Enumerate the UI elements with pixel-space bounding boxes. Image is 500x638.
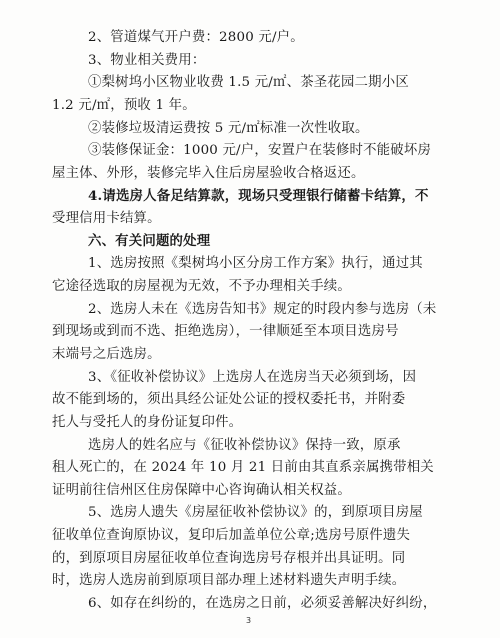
text-line: 受理信用卡结算。 <box>52 211 161 226</box>
text-line: 选房人的姓名应与《征收补偿协议》保持一致，原承 <box>88 438 401 453</box>
text-line: 3、物业相关费用： <box>88 53 206 68</box>
text-line: 它途径选取的房屋视为无效，不予办理相关手续。 <box>52 279 351 294</box>
text-line: 到现场或到而不选、拒绝选房），一律顺延至本项目选房号 <box>52 324 399 339</box>
text-line: 托人与受托人的身份证复印件。 <box>52 415 243 430</box>
text-line: 6、如存在纠纷的，在选房之日前，必须妥善解决好纠纷， <box>88 596 437 611</box>
text-line: 租人死亡的，在 2024 年 10 月 21 日前由其直系亲属携带相关 <box>52 460 434 475</box>
text-line: 时，选房人选房前到原项目部办理上述材料遗失声明手续。 <box>52 573 406 588</box>
text-line: 4.请选房人备足结算款，现场只受理银行储蓄卡结算，不 <box>88 188 429 204</box>
text-line: 征收单位查询原协议，复印后加盖单位公章;选房号原件遗失 <box>52 528 411 543</box>
text-line: 1.2 元/㎡，预收 1 年。 <box>52 98 196 113</box>
text-line: 证明前往信州区住房保障中心咨询确认相关权益。 <box>52 483 351 498</box>
text-line: 故不能到场的，须出具经公证处公证的授权委托书，并附委 <box>52 392 406 407</box>
text-line: 末端号之后选房。 <box>52 347 161 362</box>
text-line: 1、选房按照《梨树坞小区分房工作方案》执行，通过其 <box>88 256 423 271</box>
text-line: ①梨树坞小区物业收费 1.5 元/㎡、茶圣花园二期小区 <box>88 75 409 90</box>
page-number: 3 <box>246 616 252 625</box>
section-heading: 六、有关问题的处理 <box>88 234 211 249</box>
text-line: 2、管道煤气开户费：2800 元/户。 <box>88 30 304 45</box>
text-line: 屋主体、外形，装修完毕入住后房屋验收合格返还。 <box>52 166 365 181</box>
text-line: ③装修保证金：1000 元/户，安置户在装修时不能破坏房 <box>88 143 432 158</box>
text-line: 5、选房人遗失《房屋征收补偿协议》的，到原项目房屋 <box>88 505 423 520</box>
text-line: 的，到原项目房屋征收单位查询选房号存根并出具证明。同 <box>52 551 406 566</box>
text-line: 3、《征收补偿协议》上选房人在选房当天必须到场，因 <box>88 370 417 385</box>
text-line: 2、选房人未在《选房告知书》规定的时段内参与选房（未 <box>88 302 437 317</box>
text-line: ②装修垃圾清运费按 5 元/㎡标准一次性收取。 <box>88 121 369 136</box>
